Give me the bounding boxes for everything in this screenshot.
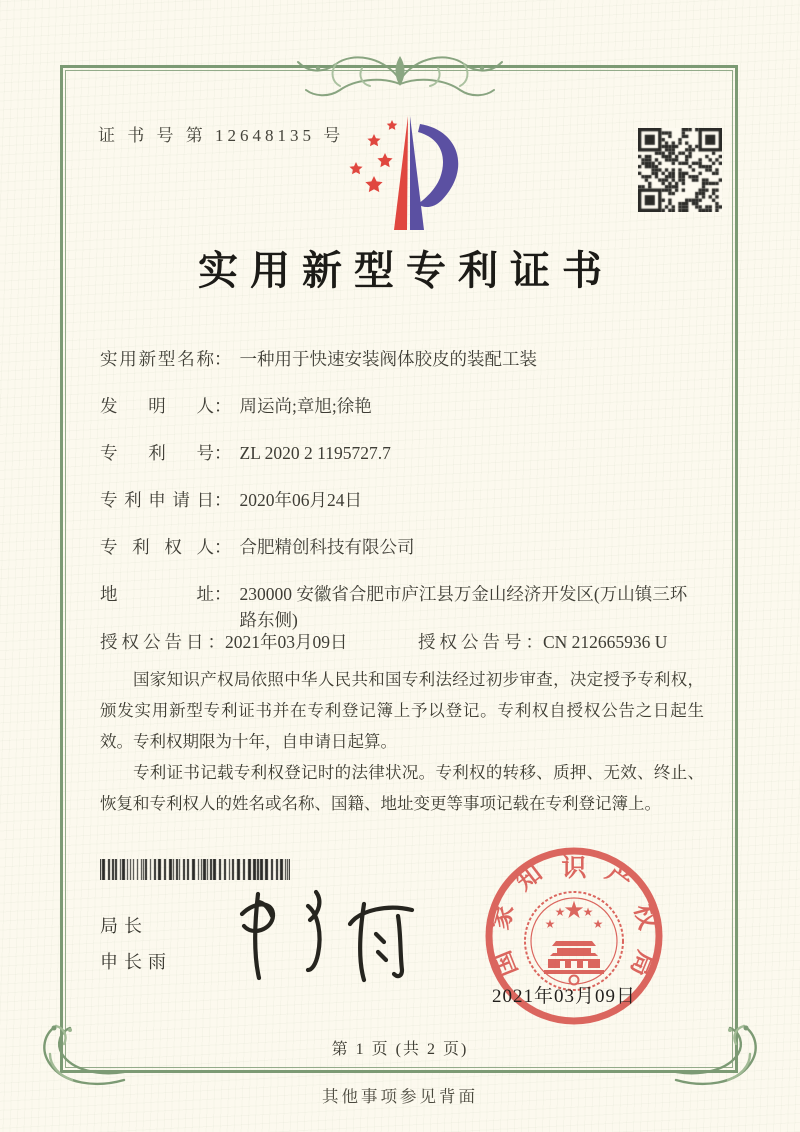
field-value: 一种用于快速安装阀体胶皮的装配工装	[239, 349, 537, 369]
qr-code	[638, 128, 722, 212]
svg-text:★: ★	[582, 905, 594, 919]
field-label: 专利申请日	[100, 490, 214, 510]
seal-char: 权	[628, 901, 662, 933]
back-side-note: 其他事项参见背面	[322, 1087, 478, 1106]
logo-p-bowl	[418, 124, 458, 207]
field-colon: ：	[214, 443, 232, 463]
grant-colon: ：	[207, 632, 225, 652]
signer-name: 申长雨	[100, 952, 172, 972]
field-label: 专利号	[100, 443, 214, 463]
field-value: ZL 2020 2 1195727.7	[239, 443, 391, 463]
grant-no-value: CN 212665936 U	[543, 632, 668, 652]
field-value: 230000 安徽省合肥市庐江县万金山经济开发区(万山镇三环路东侧)	[239, 584, 688, 630]
svg-text:★: ★	[592, 917, 604, 931]
commissioner-signature	[228, 878, 438, 993]
seal-char: 识	[561, 855, 587, 882]
seal-char: 局	[624, 946, 660, 981]
field-label: 实用新型名称	[100, 349, 214, 369]
grant-date-value: 2021年03月09日	[225, 632, 348, 652]
field-value: 2020年06月24日	[239, 490, 362, 510]
seal-char: 国	[488, 946, 524, 981]
field-filing-date	[100, 487, 708, 513]
field-patentee	[100, 534, 708, 560]
field-value: 合肥精创科技有限公司	[239, 537, 415, 557]
seal-char: 知	[511, 859, 548, 896]
seal-char: 产	[600, 859, 637, 896]
field-name	[100, 346, 708, 372]
field-colon: ：	[214, 396, 232, 416]
center-leaf	[396, 56, 405, 86]
field-patent-number	[100, 440, 708, 466]
field-label: 地址	[100, 584, 214, 604]
legal-text	[100, 664, 704, 819]
svg-text:★: ★	[563, 896, 585, 924]
signer-title: 局长	[100, 916, 148, 936]
page-number: 第 1 页 (共 2 页)	[331, 1041, 469, 1058]
field-colon: ：	[214, 584, 232, 604]
logo-stars	[349, 120, 397, 192]
grant-row	[100, 629, 708, 654]
svg-text:★: ★	[554, 905, 566, 919]
seal-date: 2021年03月09日	[492, 986, 637, 1007]
field-colon: ：	[214, 349, 232, 369]
seal-char: 家	[486, 901, 520, 933]
certificate-number: 证 书 号 第 12648135 号	[98, 126, 345, 145]
field-inventors	[100, 393, 708, 419]
top-flourish-ornament	[288, 46, 512, 106]
official-seal	[478, 846, 670, 1038]
logo-wedge-left	[394, 116, 408, 230]
legal-paragraph-1: 国家知识产权局依照中华人民共和国专利法经过初步审查，决定授予专利权，颁发实用新型专利证书并在专利登记簿上予以登记。专利权自授权公告之日起生效。专利权期限为十年，自申请日起算。	[100, 670, 704, 751]
field-address	[100, 581, 708, 633]
field-colon: ：	[214, 490, 232, 510]
certificate-title: 实用新型专利证书	[198, 248, 614, 293]
svg-text:★: ★	[544, 917, 556, 931]
legal-paragraph-2: 专利证书记载专利权登记时的法律状况。专利权的转移、质押、无效、终止、恢复和专利权人的姓名或名称、国籍、地址变更等事项记载在专利登记簿上。	[100, 763, 704, 813]
grant-colon: ：	[525, 632, 543, 652]
field-colon: ：	[214, 537, 232, 557]
grant-date-label: 授权公告日	[100, 632, 208, 652]
barcode	[100, 859, 290, 880]
field-label: 发明人	[100, 396, 214, 416]
national-emblem	[525, 892, 623, 990]
grant-no-label: 授权公告号	[418, 632, 526, 652]
field-label: 专利权人	[100, 537, 214, 557]
field-value: 周运尚;章旭;徐艳	[239, 396, 372, 416]
cnipa-logo	[338, 110, 472, 238]
